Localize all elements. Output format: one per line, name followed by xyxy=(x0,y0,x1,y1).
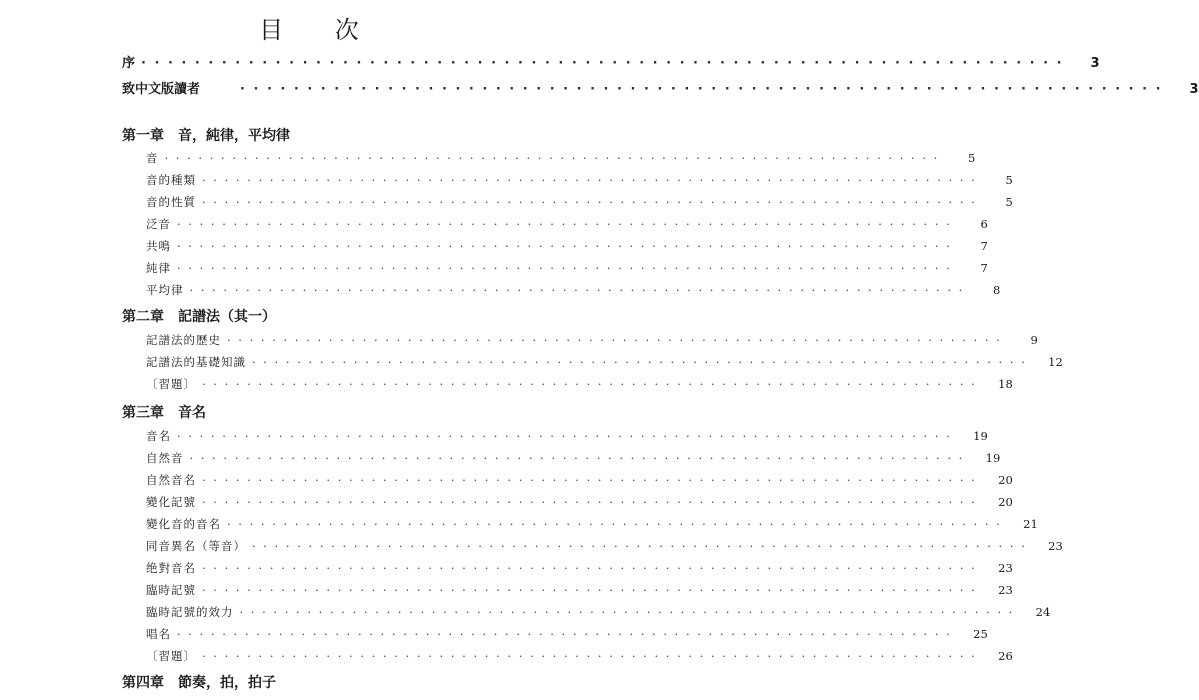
entry-label: 音的性質 xyxy=(146,195,196,209)
page-number: 20 xyxy=(998,473,1013,487)
toc-entry xyxy=(146,538,1063,554)
dot-leader: · · · · · · · · · · · · · · · · · · · · · · · · · · · · · · · · · · · · · · · · · · · · · · · · · · · · · · · · · · · · · · · · · · · · · xyxy=(227,517,1002,531)
chapter-title: 第四章 節奏，拍，拍子 xyxy=(122,675,276,691)
entry-label: 音名 xyxy=(146,429,171,443)
page-number: 3 xyxy=(1189,82,1199,97)
entry-label: 變化記號 xyxy=(146,495,196,509)
entry-label: 致中文版讀者 xyxy=(122,82,201,97)
page-number: 5 xyxy=(1005,195,1013,209)
dot-leader: · · · · · · · · · · · · · · · · · · · · · · · · · · · · · · · · · · · · · · · · · · · · · · · · · · · · · · · · · · · · · · · · · · · · · xyxy=(177,239,952,253)
toc-entry xyxy=(146,604,1051,620)
entry-label: 序 xyxy=(122,56,136,71)
page-number: 7 xyxy=(980,261,988,275)
entry-label: 音 xyxy=(146,151,159,165)
page-number: 12 xyxy=(1048,355,1063,369)
chapter-title: 第二章 記譜法（其一） xyxy=(122,309,276,325)
dot-leader: · · · · · · · · · · · · · · · · · · · · · · · · · · · · · · · · · · · · · · · · · · · · · · · · · · · · · · · · · · · · · · · · · · · · · xyxy=(202,195,977,209)
dot-leader: · · · · · · · · · · · · · · · · · · · · · · · · · · · · · · · · · · · · · · · · · · · · · · · · · · · · · · · · · · · · · · · · · · · · · xyxy=(240,82,1163,97)
page-number: 19 xyxy=(985,451,1001,465)
entry-label: 音的種類 xyxy=(146,173,196,187)
page-number: 9 xyxy=(1030,333,1038,347)
toc-entry xyxy=(146,354,1063,370)
page-number: 26 xyxy=(998,649,1013,663)
entry-label: 唱名 xyxy=(146,627,171,641)
toc-entry xyxy=(146,332,1038,348)
toc-entry xyxy=(146,150,976,166)
toc-entry xyxy=(146,376,1013,392)
toc-entry xyxy=(146,216,988,232)
toc-entry xyxy=(146,172,1013,188)
dot-leader: · · · · · · · · · · · · · · · · · · · · · · · · · · · · · · · · · · · · · · · · · · · · · · · · · · · · · · · · · · · · · · · · · · · · · xyxy=(177,261,952,275)
entry-label: 绝對音名 xyxy=(146,561,196,575)
dot-leader: · · · · · · · · · · · · · · · · · · · · · · · · · · · · · · · · · · · · · · · · · · · · · · · · · · · · · · · · · · · · · · · · · · · · · xyxy=(252,355,1027,369)
entry-label: 〔習題〕 xyxy=(146,377,196,391)
dot-leader: · · · · · · · · · · · · · · · · · · · · · · · · · · · · · · · · · · · · · · · · · · · · · · · · · · · · · · · · · · · · · · · · · · · · · xyxy=(177,217,952,231)
toc-entry xyxy=(146,282,1001,298)
page-number: 7 xyxy=(980,239,988,253)
dot-leader: · · · · · · · · · · · · · · · · · · · · · · · · · · · · · · · · · · · · · · · · · · · · · · · · · · · · · · · · · · · · · · · · · · · · · xyxy=(252,539,1027,553)
page-number: 6 xyxy=(980,217,988,231)
dot-leader: · · · · · · · · · · · · · · · · · · · · · · · · · · · · · · · · · · · · · · · · · · · · · · · · · · · · · · · · · · · · · · · · · · · · · xyxy=(141,56,1064,71)
dot-leader: · · · · · · · · · · · · · · · · · · · · · · · · · · · · · · · · · · · · · · · · · · · · · · · · · · · · · · · · · · · · · · · · · · · · · xyxy=(202,377,977,391)
entry-label: 記譜法的歷史 xyxy=(146,333,221,347)
entry-label: 變化音的音名 xyxy=(146,517,221,531)
chapter-heading xyxy=(122,672,276,692)
toc-entry-chinese-readers xyxy=(122,78,1199,97)
entry-label: 臨時記號的效力 xyxy=(146,605,234,619)
dot-leader: · · · · · · · · · · · · · · · · · · · · · · · · · · · · · · · · · · · · · · · · · · · · · · · · · · · · · · · · · · · · · · · · · · · · · xyxy=(227,333,1002,347)
page-number: 21 xyxy=(1023,517,1038,531)
entry-label: 記譜法的基礎知識 xyxy=(146,355,246,369)
toc-entry xyxy=(146,648,1013,664)
entry-label: 〔習題〕 xyxy=(146,649,196,663)
page-number: 8 xyxy=(992,283,1001,297)
page-number: 23 xyxy=(998,561,1013,575)
chapter-heading xyxy=(122,125,290,145)
entry-label: 平均律 xyxy=(146,283,184,297)
page-number: 23 xyxy=(1048,539,1063,553)
toc-entry xyxy=(146,582,1013,598)
dot-leader: · · · · · · · · · · · · · · · · · · · · · · · · · · · · · · · · · · · · · · · · · · · · · · · · · · · · · · · · · · · · · · · · · · · · · xyxy=(202,561,977,575)
dot-leader: · · · · · · · · · · · · · · · · · · · · · · · · · · · · · · · · · · · · · · · · · · · · · · · · · · · · · · · · · · · · · · · · · · · · · xyxy=(177,627,952,641)
dot-leader: · · · · · · · · · · · · · · · · · · · · · · · · · · · · · · · · · · · · · · · · · · · · · · · · · · · · · · · · · · · · · · · · · · · · · xyxy=(239,605,1015,619)
entry-label: 共鳴 xyxy=(146,239,171,253)
toc-entry xyxy=(146,260,988,276)
dot-leader: · · · · · · · · · · · · · · · · · · · · · · · · · · · · · · · · · · · · · · · · · · · · · · · · · · · · · · · · · · · · · · · · · · · · · xyxy=(164,151,940,165)
page-number: 3 xyxy=(1090,56,1100,71)
entry-label: 自然音名 xyxy=(146,473,196,487)
toc-entry xyxy=(146,428,988,444)
page-title: 目 次 xyxy=(259,16,381,44)
page-number: 18 xyxy=(998,377,1013,391)
dot-leader: · · · · · · · · · · · · · · · · · · · · · · · · · · · · · · · · · · · · · · · · · · · · · · · · · · · · · · · · · · · · · · · · · · · · · xyxy=(177,429,952,443)
entry-label: 同音異名（等音） xyxy=(146,539,246,553)
dot-leader: · · · · · · · · · · · · · · · · · · · · · · · · · · · · · · · · · · · · · · · · · · · · · · · · · · · · · · · · · · · · · · · · · · · · · xyxy=(202,495,977,509)
toc-entry xyxy=(146,626,988,642)
dot-leader: · · · · · · · · · · · · · · · · · · · · · · · · · · · · · · · · · · · · · · · · · · · · · · · · · · · · · · · · · · · · · · · · · · · · · xyxy=(189,451,965,465)
toc-entry xyxy=(146,238,988,254)
page-number: 20 xyxy=(998,495,1013,509)
page-number: 5 xyxy=(967,151,976,165)
page-number: 24 xyxy=(1035,605,1051,619)
toc-entry xyxy=(146,194,1013,210)
page-number: 5 xyxy=(1005,173,1013,187)
dot-leader: · · · · · · · · · · · · · · · · · · · · · · · · · · · · · · · · · · · · · · · · · · · · · · · · · · · · · · · · · · · · · · · · · · · · · xyxy=(202,173,977,187)
dot-leader: · · · · · · · · · · · · · · · · · · · · · · · · · · · · · · · · · · · · · · · · · · · · · · · · · · · · · · · · · · · · · · · · · · · · · xyxy=(189,283,965,297)
entry-label: 泛音 xyxy=(146,217,171,231)
toc-entry xyxy=(146,516,1038,532)
dot-leader: · · · · · · · · · · · · · · · · · · · · · · · · · · · · · · · · · · · · · · · · · · · · · · · · · · · · · · · · · · · · · · · · · · · · · xyxy=(202,649,977,663)
toc-entry xyxy=(146,494,1013,510)
page-number: 19 xyxy=(973,429,988,443)
entry-label: 自然音 xyxy=(146,451,184,465)
toc-entry xyxy=(146,450,1001,466)
chapter-title: 第三章 音名 xyxy=(122,405,206,421)
toc-entry xyxy=(146,560,1013,576)
chapter-title: 第一章 音，純律，平均律 xyxy=(122,128,290,144)
chapter-heading xyxy=(122,306,276,326)
chapter-heading xyxy=(122,402,206,422)
toc-entry-preface xyxy=(122,52,1100,71)
toc-entry xyxy=(146,472,1013,488)
entry-label: 臨時記號 xyxy=(146,583,196,597)
page-number: 25 xyxy=(973,627,988,641)
dot-leader: · · · · · · · · · · · · · · · · · · · · · · · · · · · · · · · · · · · · · · · · · · · · · · · · · · · · · · · · · · · · · · · · · · · · · xyxy=(202,473,977,487)
entry-label: 純律 xyxy=(146,261,171,275)
dot-leader: · · · · · · · · · · · · · · · · · · · · · · · · · · · · · · · · · · · · · · · · · · · · · · · · · · · · · · · · · · · · · · · · · · · · · xyxy=(202,583,977,597)
page-number: 23 xyxy=(998,583,1013,597)
